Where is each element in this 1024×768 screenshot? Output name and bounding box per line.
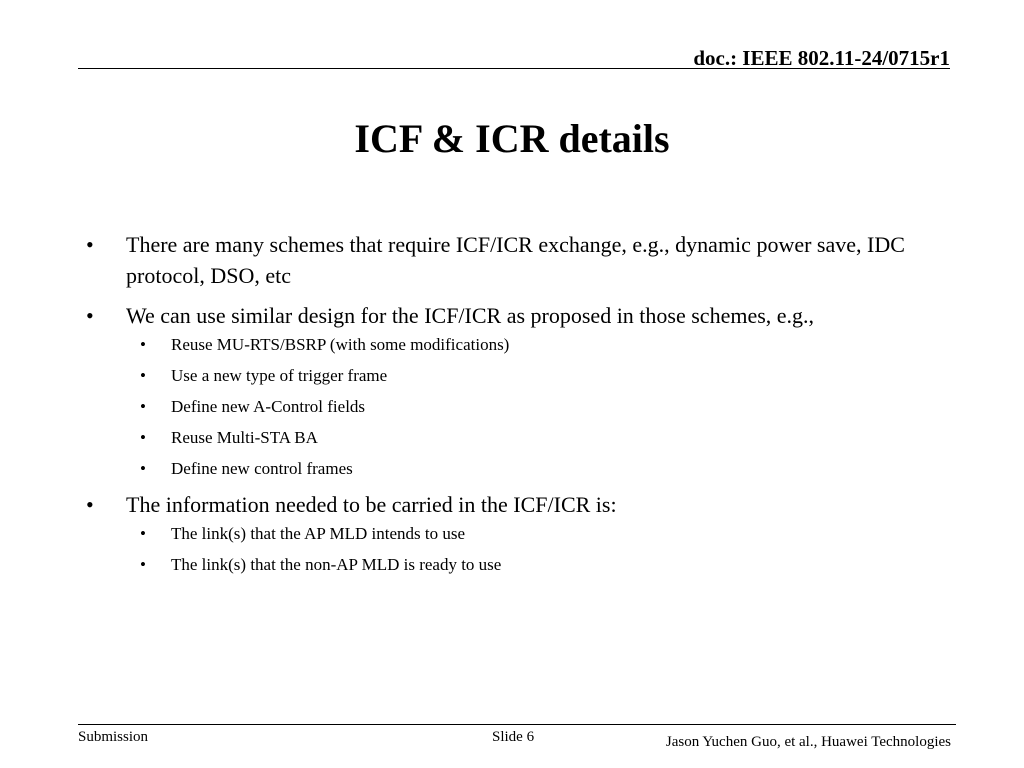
sub-bullet-list [126,334,950,479]
sub-bullet-item [126,554,950,575]
sub-bullet-glyph: • [140,335,146,354]
sub-bullet-item [126,427,950,448]
sub-bullet-glyph: • [140,555,146,574]
sub-bullet-glyph: • [140,366,146,385]
sub-bullet-text: Define new control frames [171,459,353,478]
slide-title: ICF & ICR details [354,116,670,161]
sub-bullet-text: Define new A-Control fields [171,397,366,416]
sub-bullet-text: Reuse Multi-STA BA [171,428,318,447]
bullet-list [80,229,950,585]
header-divider [78,68,950,69]
sub-bullet-glyph: • [140,397,146,416]
bullet-glyph: • [86,492,94,517]
bullet-item [80,300,950,479]
bullet-item [80,229,950,291]
sub-bullet-item [126,334,950,355]
bullet-text: There are many schemes that require ICF/ICR exchange, e.g., dynamic power save, IDC protocol, DSO, etc [126,232,905,288]
doc-id: doc.: IEEE 802.11-24/0715r1 [693,46,950,70]
bullet-text: We can use similar design for the ICF/ICR as proposed in those schemes, e.g., [126,303,815,328]
sub-bullet-list [126,523,950,575]
sub-bullet-text: Use a new type of trigger frame [171,366,388,385]
sub-bullet-glyph: • [140,459,146,478]
bullet-item [80,489,950,575]
sub-bullet-glyph: • [140,428,146,447]
sub-bullet-glyph: • [140,524,146,543]
sub-bullet-item [126,396,950,417]
bullet-glyph: • [86,232,94,257]
sub-bullet-text: The link(s) that the AP MLD intends to use [171,524,466,543]
footer-submission: Submission [78,729,149,745]
bullet-glyph: • [86,303,94,328]
sub-bullet-item [126,365,950,386]
sub-bullet-text: The link(s) that the non-AP MLD is ready to use [171,555,502,574]
footer-author: Jason Yuchen Guo, et al., Huawei Technologies [665,734,951,750]
bullet-text: The information needed to be carried in the ICF/ICR is: [126,492,617,517]
sub-bullet-text: Reuse MU-RTS/BSRP (with some modifications) [171,335,510,354]
footer-slide-number: Slide 6 [492,729,535,745]
sub-bullet-item [126,458,950,479]
footer-divider [78,724,956,725]
sub-bullet-item [126,523,950,544]
